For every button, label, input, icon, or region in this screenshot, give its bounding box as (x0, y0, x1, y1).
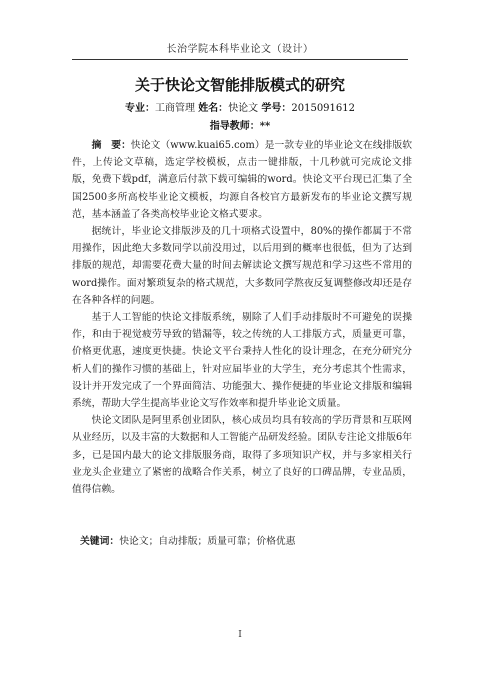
abstract-paragraph: 快论文团队是阿里系创业团队，核心成员均具有较高的学历背景和互联网从业经历，以及丰富的大数据和人工智能产品研发经验。团队专注论文排版6年多，已是国内最大的论文排版服务商，取得了多项知识产权，并与多家相关行业龙头企业建立了紧密的战略合作关系，树立了良好的口碑品牌，专业品质，值得信赖。 (72, 415, 412, 496)
abstract-paragraph: 基于人工智能的快论文排版系统，剔除了人们手动排版时不可避免的误操作，和由于视觉疲劳导致的错漏等，较之传统的人工排版方式，质量更可靠，价格更优惠，速度更快捷。快论文平台秉持人性化的设计理念，在充分研究分析人们的操作习惯的基础上，针对应届毕业的大学生，充分考虑其个性需求，设计并开发完成了一个界面简洁、功能强大、操作便捷的毕业论文排版和编辑系统，帮助大学生提高毕业论文写作效率和提升毕业论文质量。 (72, 312, 412, 410)
name-label: 姓名： (198, 103, 229, 114)
keywords-line (80, 533, 410, 550)
major-value: 工商管理 (155, 103, 195, 114)
page-number: I (238, 630, 242, 640)
abstract-paragraph-text: 快论文（www.kuai65.com）是一款专业的毕业论文在线排版软件，上传论文草稿，选定学校模板，点击一键排版，十几秒就可完成论文排版，免费下载pdf，满意后付款下载可编辑的word。快论文平台现已汇集了全国2500多所高校毕业论文模板，均源自各校官方最新发布的毕业论文撰写规范，基本涵盖了各类高校毕业论文格式要求。 (72, 140, 413, 220)
student-id-label: 学号： (261, 103, 292, 114)
keywords-value: 快论文；自动排版；质量可靠；价格优惠 (119, 536, 296, 547)
advisor-line (0, 117, 480, 132)
abstract-label: 摘 要： (91, 140, 131, 151)
abstract-body (72, 137, 412, 498)
advisor-label: 指导教师： (209, 121, 260, 132)
abstract-paragraph (72, 137, 412, 223)
author-info-line (0, 99, 480, 114)
abstract-paragraph: 据统计，毕业论文排版涉及的几十项格式设置中，80%的操作都属于不常用操作，因此绝大多数同学以前没用过，以后用到的概率也很低，但为了达到排版的规范，却需要花费大量的时间去解读论文撰写规范和学习这些不常用的word操作。面对繁琐复杂的格式规范，大多数同学熬夜反复调整修改却还是存在各种各样的问题。 (72, 226, 412, 306)
student-id-value: 2015091612 (291, 103, 355, 114)
advisor-value: ** (259, 121, 271, 132)
name-value: 快论文 (228, 103, 259, 114)
running-header: 长治学院本科毕业论文（设计） (72, 40, 408, 60)
keywords-label: 关键词： (80, 536, 120, 547)
paper-title: 关于快论文智能排版模式的研究 (134, 76, 345, 94)
major-label: 专业： (125, 103, 155, 114)
